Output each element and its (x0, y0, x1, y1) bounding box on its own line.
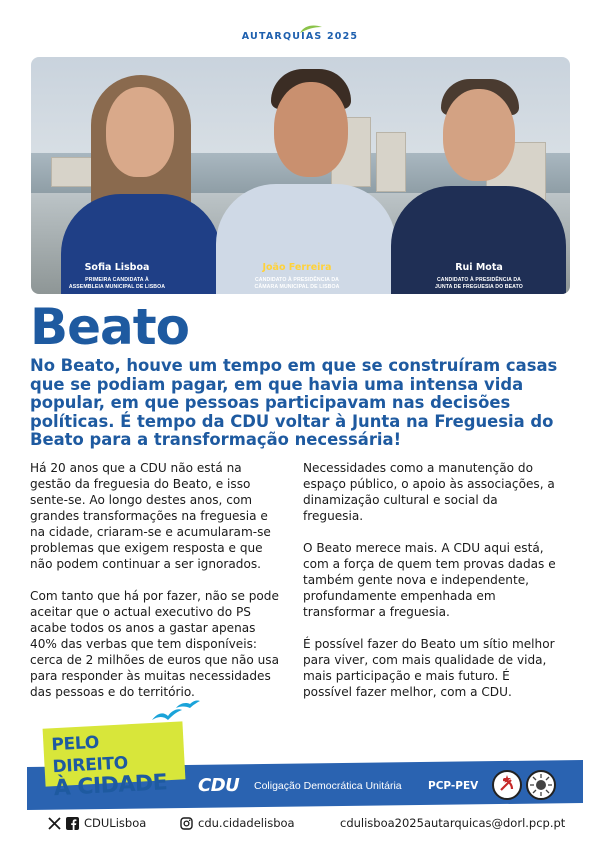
caption-joao (232, 262, 362, 291)
body-column-right (303, 460, 558, 716)
leaf-icon (298, 24, 324, 34)
candidate-photo-joao (216, 57, 396, 294)
lead-paragraph: No Beato, houve um tempo em que se construíram casas que se podiam pagar, em que havia uma intensa vida popular, em que pessoas participavam nas decisões políticas. É tempo da CDU voltar à Junta na Freguesia do Beato para a transformação necessária! (30, 356, 558, 449)
x-icon (48, 817, 61, 830)
slogan-line: À CIDADE (53, 770, 168, 802)
instagram-handle[interactable]: cdu.cidadelisboa (198, 816, 295, 830)
body-paragraph: Necessidades como a manutenção do espaço público, o apoio às associações, a dinamização cultural e social da freguesia. (303, 461, 555, 523)
candidate-name: João Ferreira (262, 262, 332, 273)
party-logo: CDU (198, 775, 240, 796)
footer-email (340, 816, 565, 830)
candidate-role: ASSEMBLEIA MUNICIPAL DE LISBOA (68, 283, 166, 290)
party-partners: PCP-PEV (428, 780, 479, 792)
page-title: Beato (30, 298, 190, 356)
candidate-role: JUNTA DE FREGUESIA DO BEATO (435, 283, 523, 290)
body-paragraph: O Beato merece mais. A CDU aqui está, com a força de quem tem provas dadas e também gente nova e independente, profundamente empenhada em transformar a freguesia. (303, 541, 556, 619)
pev-sunflower-icon (526, 770, 556, 800)
body-paragraph: Há 20 anos que a CDU não está na gestão da freguesia do Beato, e isso sente-se. Ao longo destes anos, com grandes transformações na freguesia e na cidade, criaram-se e acumularam-se problemas que exigem resposta e que não podem continuar a ser ignorados. (30, 461, 271, 571)
autarquias-logo (0, 26, 600, 44)
body-paragraph: É possível fazer do Beato um sítio melhor para viver, com mais qualidade de vida, mais participação e mais futuro. É possível fazer melhor, com a CDU. (303, 637, 555, 699)
slogan-line: PELO DIREITO (50, 732, 129, 778)
candidate-name: Sofia Lisboa (84, 262, 150, 273)
candidate-role: PRIMEIRA CANDIDATA À (85, 277, 149, 283)
candidate-photo-rui (391, 57, 566, 294)
social-handle[interactable]: CDULisboa (84, 816, 147, 830)
party-fullname: Coligação Democrática Unitária (254, 780, 402, 792)
logo-text: AUTARQUIAS 2025 (241, 31, 359, 42)
caption-rui (414, 262, 544, 291)
candidate-role: CANDIDATO À PRESIDÊNCIA DA (436, 277, 522, 283)
body-paragraph: Com tanto que há por fazer, não se pode aceitar que o actual executivo do PS acabe todos os anos a gastar apenas 40% das verbas que tem disponíveis: cerca de 2 milhões de euros que não usa para responder às muitas necessidades das pessoas e do território. (30, 589, 279, 699)
facebook-icon (66, 817, 79, 830)
candidates-photo (31, 57, 570, 294)
candidate-role: CÂMARA MUNICIPAL DE LISBOA (254, 283, 340, 290)
footer-social (48, 816, 146, 830)
body-column-left (30, 460, 285, 716)
footer-instagram (180, 816, 295, 830)
caption-sofia (52, 262, 182, 291)
email-link[interactable]: cdulisboa2025autarquicas@dorl.pcp.pt (340, 816, 566, 830)
candidate-name: Rui Mota (455, 262, 503, 273)
instagram-icon (180, 817, 193, 830)
candidate-role: CANDIDATO À PRESIDÊNCIA DA (254, 277, 340, 283)
candidate-photo-sofia (61, 57, 221, 294)
pcp-emblem-icon (492, 770, 522, 800)
slogan-badge (43, 721, 186, 802)
